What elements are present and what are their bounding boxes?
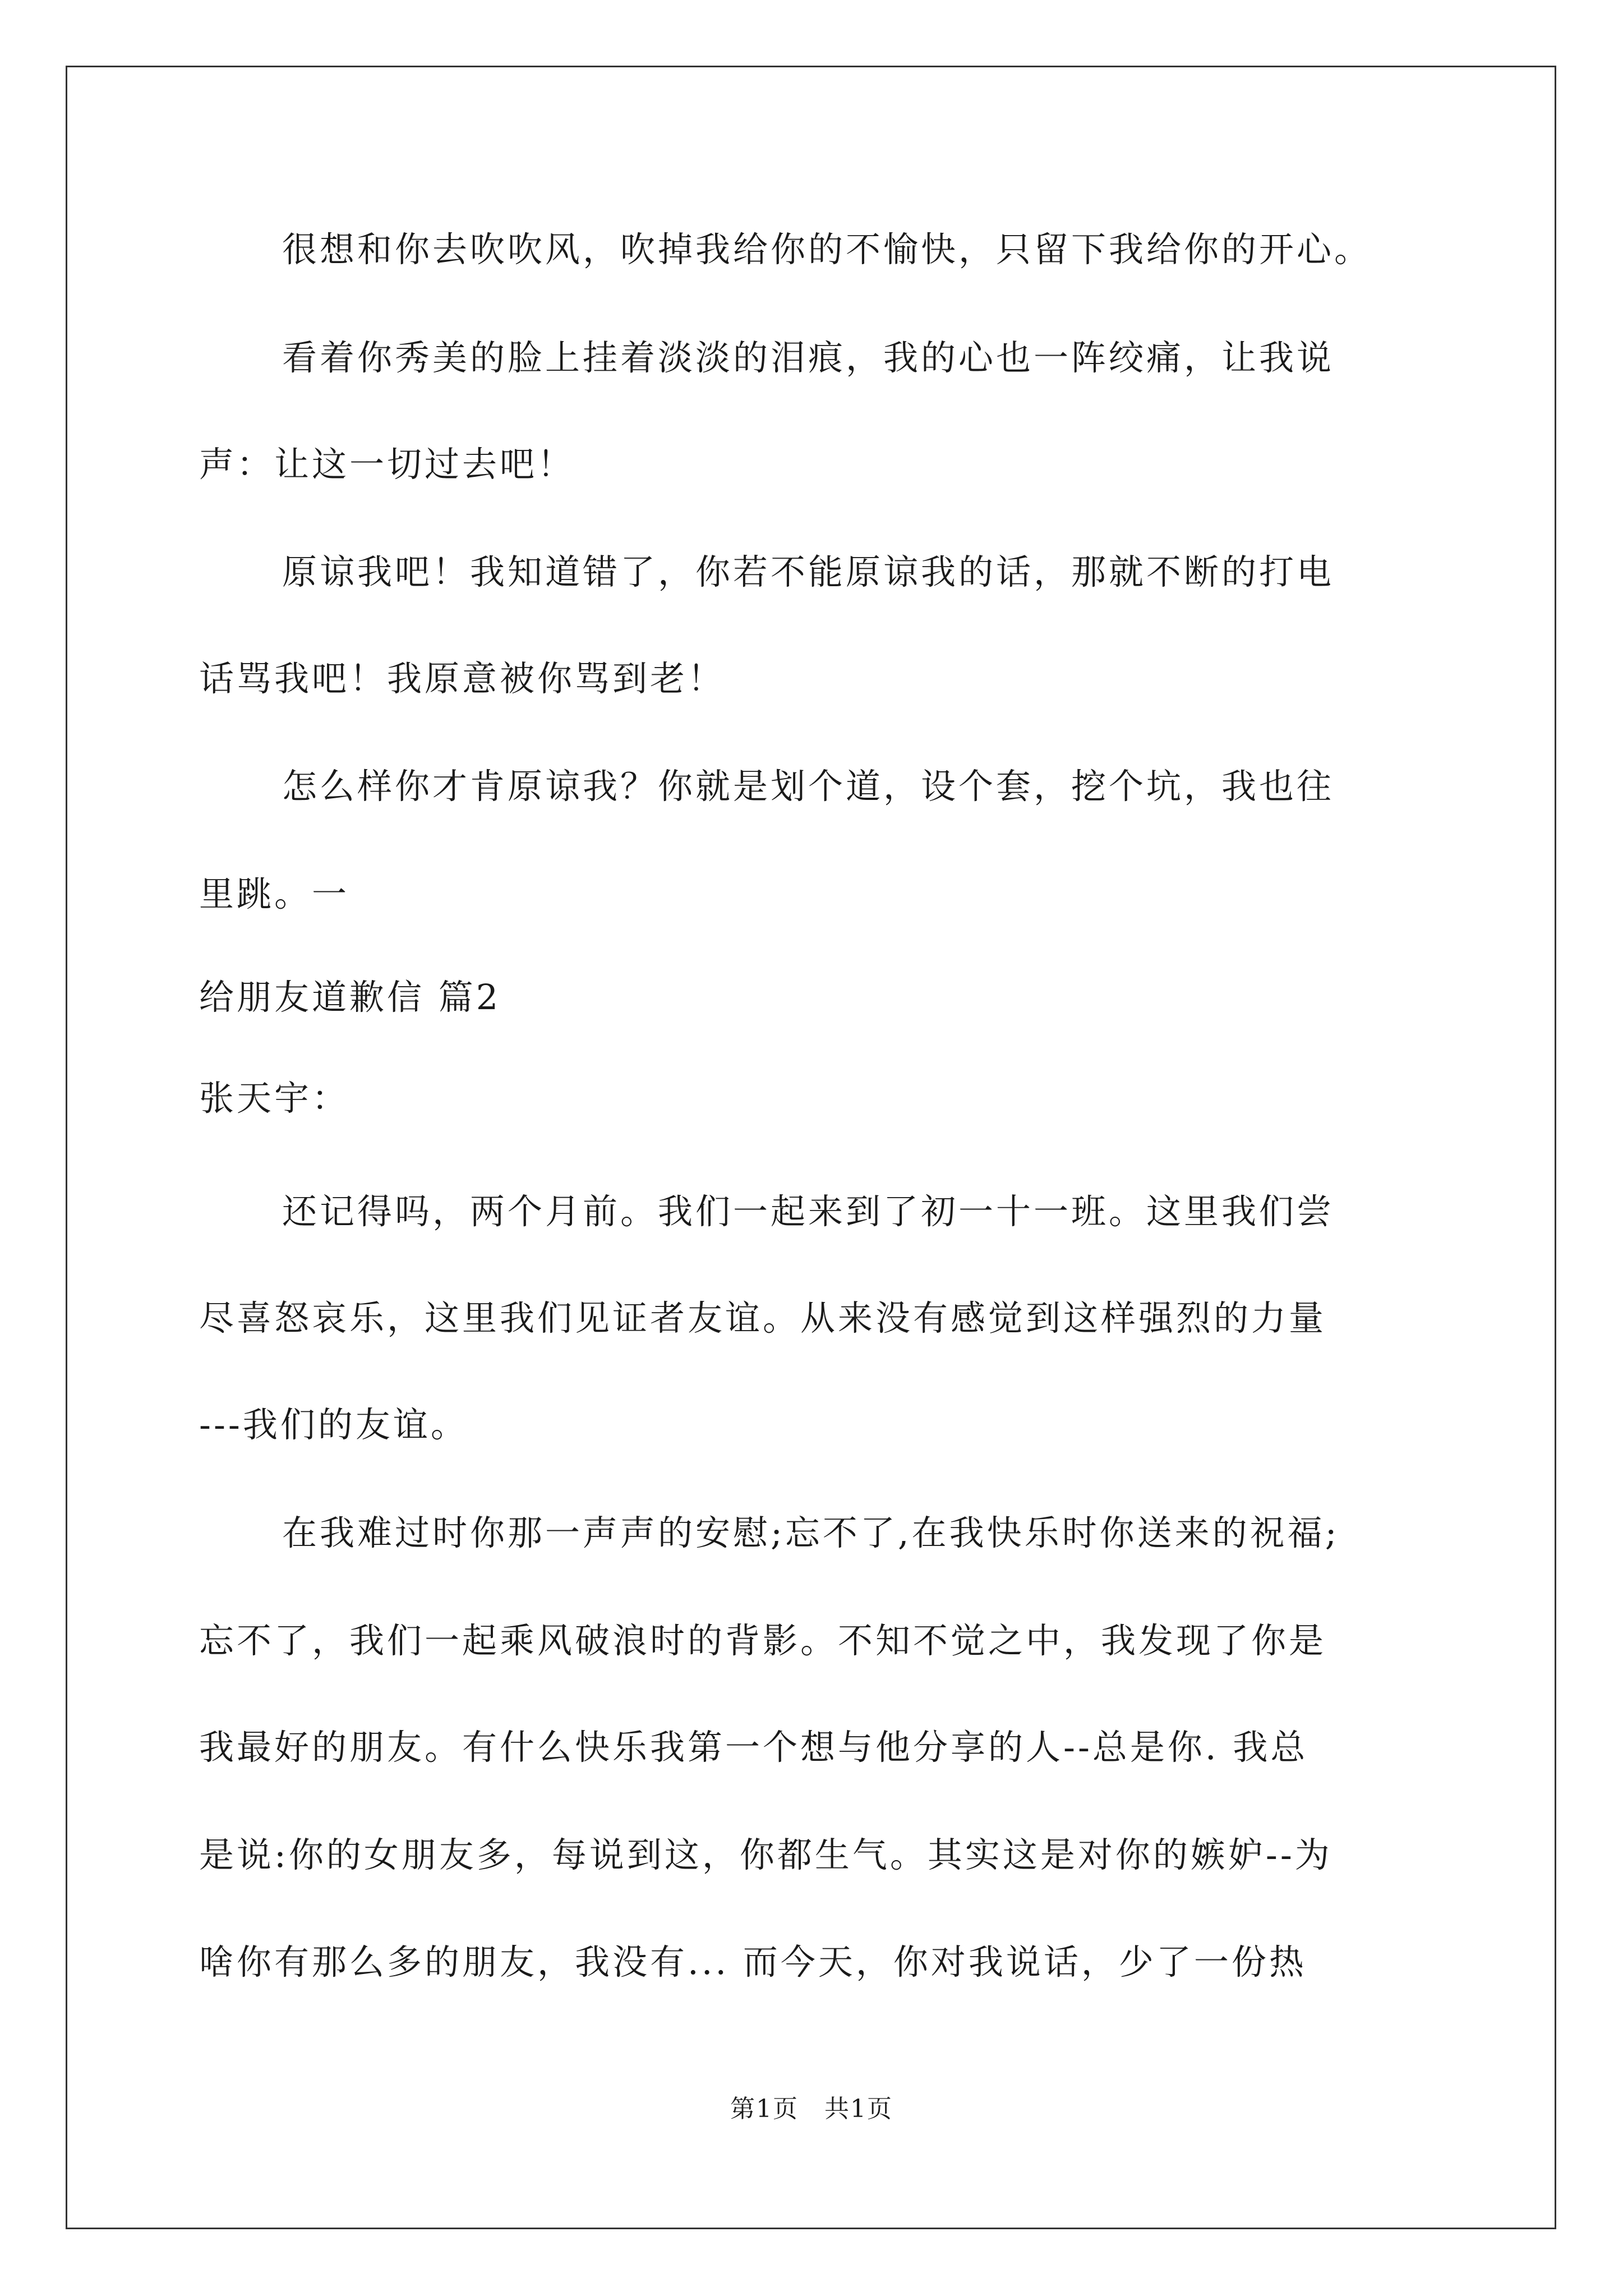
text-line: 怎么样你才肯原谅我？你就是划个道，设个套，挖个坑，我也往 [282, 766, 1335, 807]
text-line: 很想和你去吹吹风，吹掉我给你的不愉快，只留下我给你的开心。 [282, 229, 1372, 270]
page-border [66, 66, 1556, 2229]
text-line: 忘不了，我们一起乘风破浪时的背影。不知不觉之中，我发现了你是 [199, 1620, 1327, 1661]
text-line: 话骂我吧！我原意被你骂到老！ [199, 658, 726, 699]
text-line: 还记得吗，两个月前。我们一起来到了初一十一班。这里我们尝 [282, 1191, 1335, 1232]
text-line: 是说:你的女朋友多，每说到这，你都生气。其实这是对你的嫉妒--为 [199, 1834, 1332, 1875]
page-number-footer: 第1页 共1页 [730, 2095, 893, 2123]
text-line: 啥你有那么多的朋友，我没有... 而今天，你对我说话，少了一份热 [199, 1941, 1307, 1982]
text-line: ---我们的友谊。 [199, 1404, 468, 1445]
text-line: 我最好的朋友。有什么快乐我第一个想与他分享的人--总是你. 我总 [199, 1727, 1308, 1768]
text-line: 尽喜怒哀乐，这里我们见证者友谊。从来没有感觉到这样强烈的力量 [199, 1297, 1327, 1338]
text-line: 声：让这一切过去吧！ [199, 444, 575, 485]
text-line: 里跳。一 [199, 873, 350, 914]
text-line: 在我难过时你那一声声的安慰;忘不了,在我快乐时你送来的祝福; [282, 1512, 1340, 1553]
text-line: 原谅我吧！我知道错了，你若不能原谅我的话，那就不断的打电 [282, 551, 1335, 592]
salutation: 张天宇： [199, 1078, 350, 1119]
text-line: 看着你秀美的脸上挂着淡淡的泪痕，我的心也一阵绞痛，让我说 [282, 337, 1335, 378]
section-heading: 给朋友道歉信 篇2 [199, 977, 501, 1018]
